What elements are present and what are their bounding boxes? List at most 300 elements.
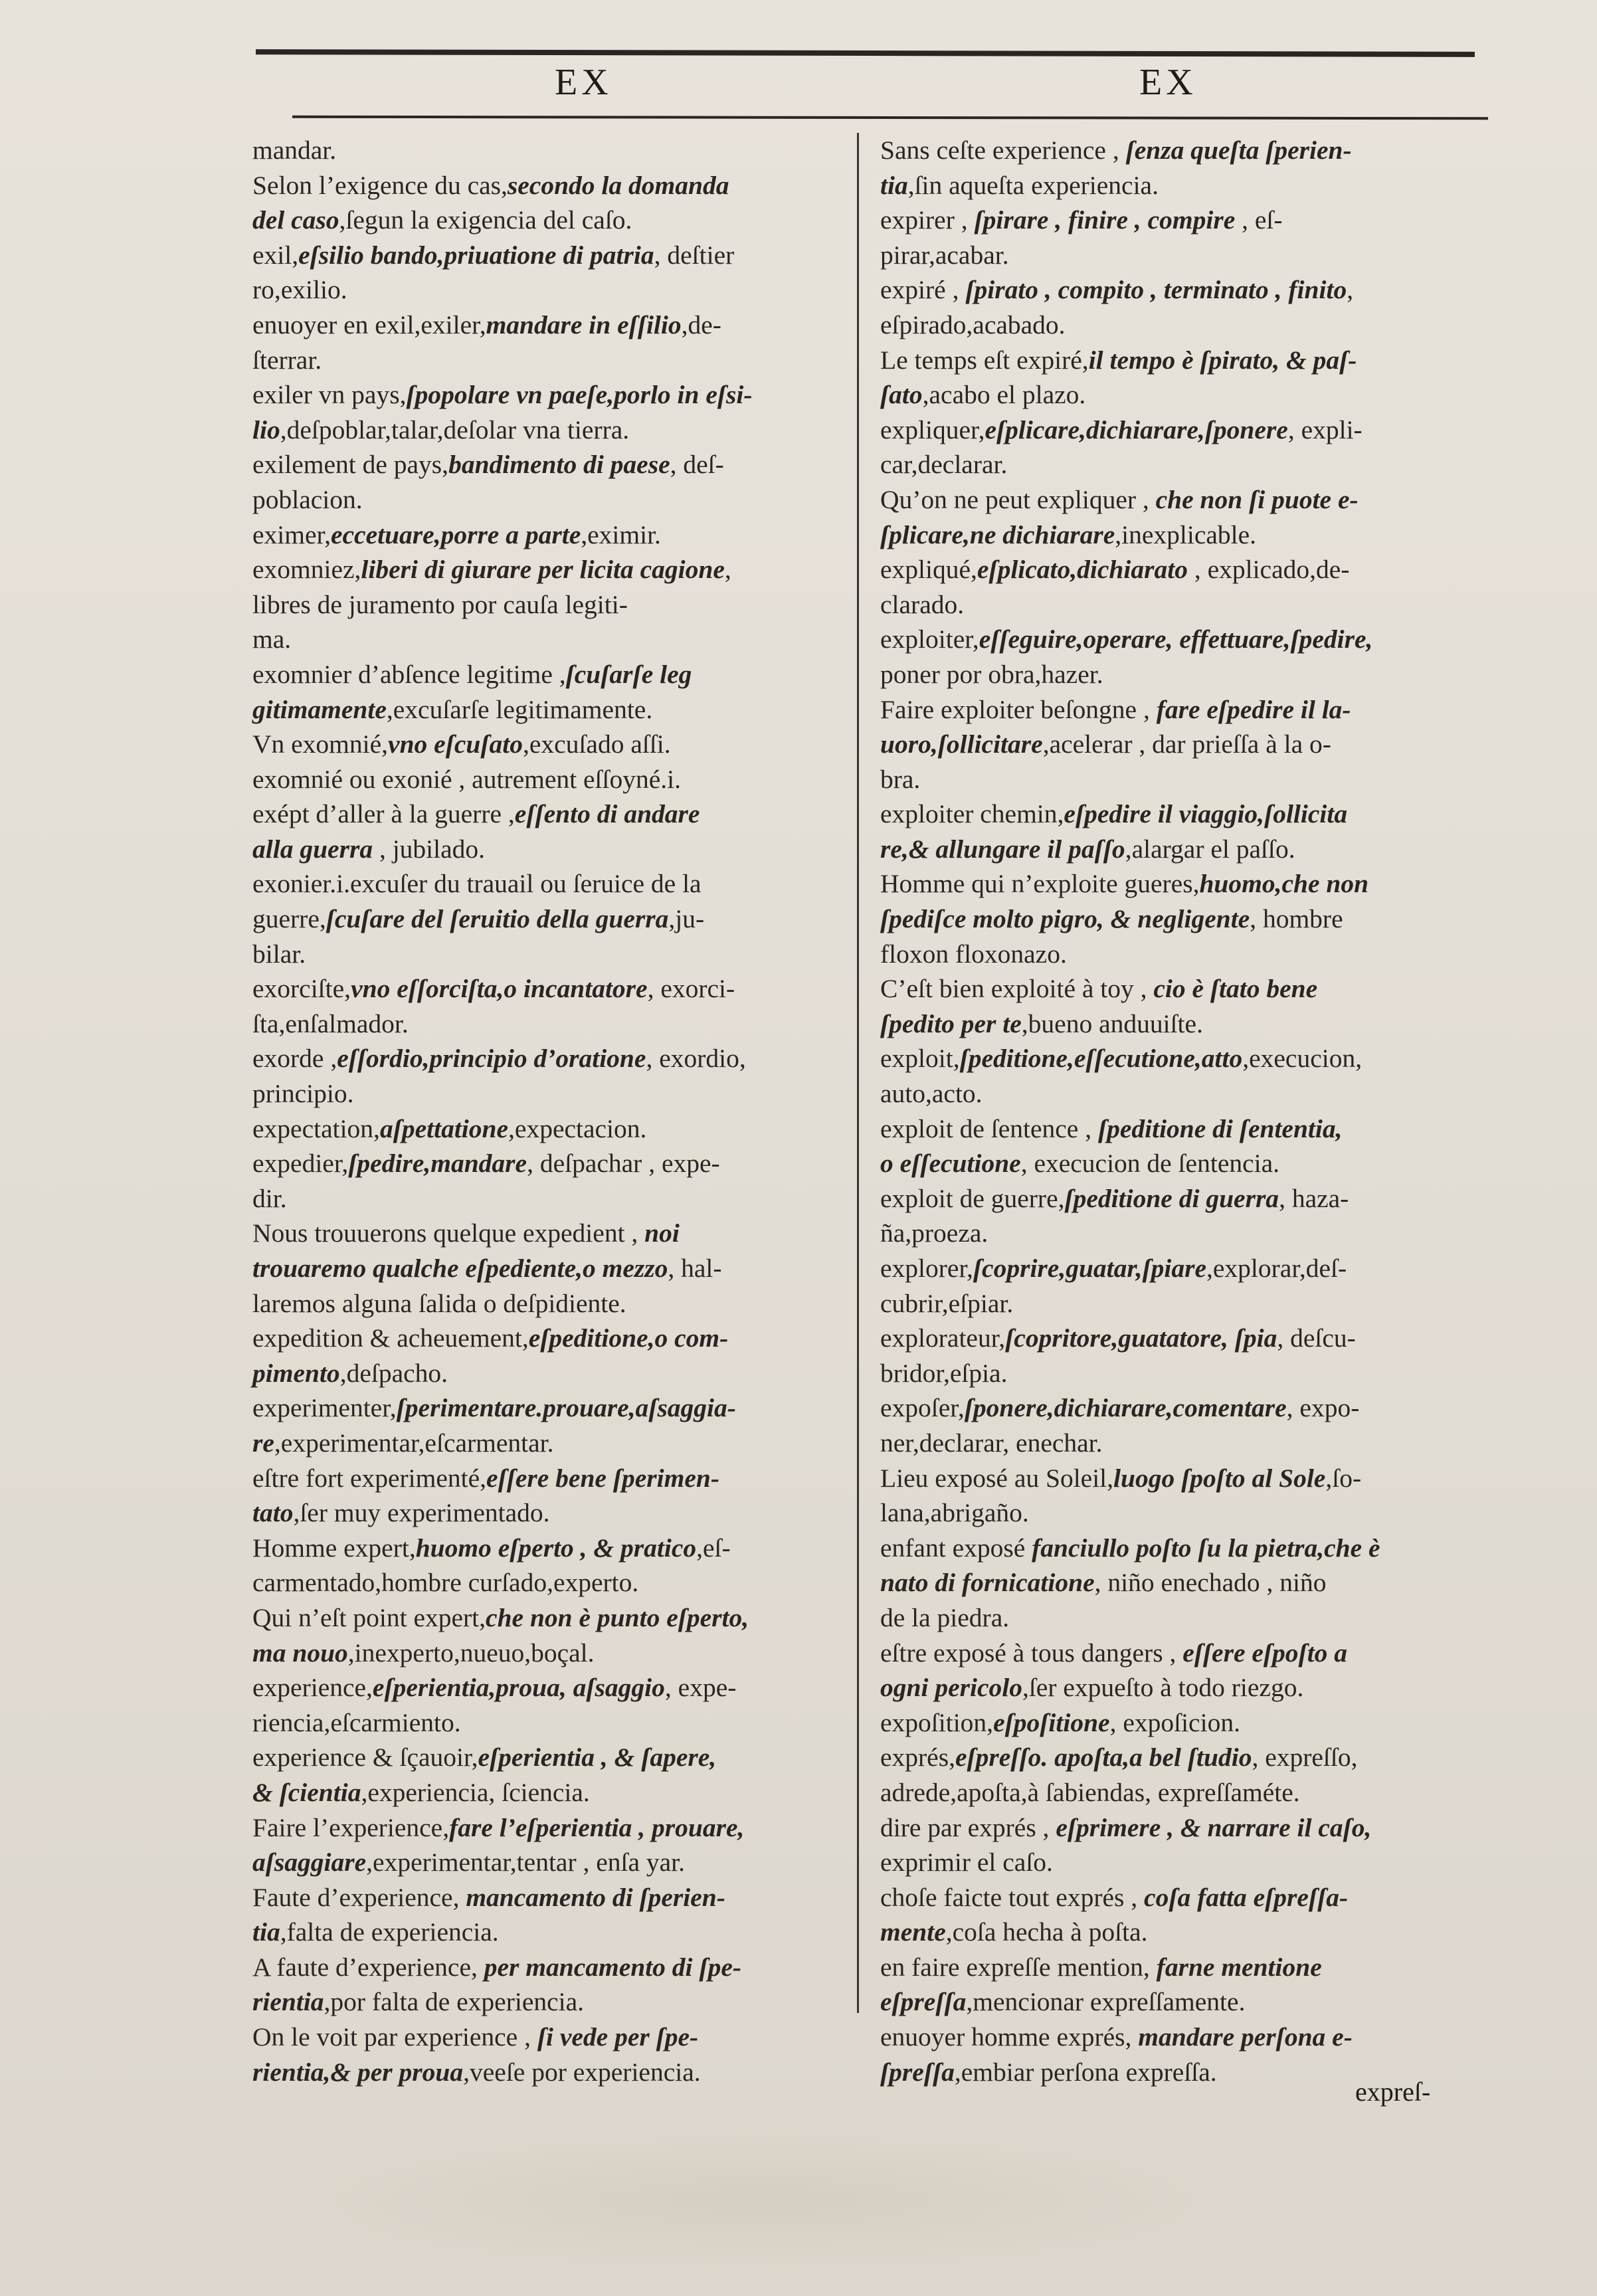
italian-gloss: mandare in eſſilio (486, 310, 682, 339)
running-head-left: EX (555, 62, 612, 103)
top-rule (256, 49, 1475, 57)
entry-text: expoſition, (880, 1707, 994, 1737)
left-column (252, 133, 837, 2089)
italian-gloss: rientia,& per proua (252, 2057, 464, 2087)
dictionary-line (252, 1810, 837, 1846)
entry-text: exépt d’aller à la guerre , (252, 799, 515, 829)
italian-gloss: ſpedito per te (880, 1008, 1022, 1038)
entry-text: floxon floxonazo. (880, 939, 1067, 969)
dictionary-line (880, 797, 1475, 832)
entry-text: guerre, (252, 904, 326, 934)
dictionary-line (252, 1146, 837, 1181)
italian-gloss: eſplicare,dichiarare,ſponere (985, 415, 1288, 444)
italian-gloss: cio è ſtato bene (1153, 974, 1318, 1004)
dictionary-line (880, 1740, 1475, 1775)
entry-text: , niño enechado , niño (1094, 1568, 1327, 1598)
italian-gloss: ſenza queſta ſperien- (1125, 136, 1352, 165)
dictionary-line (880, 1531, 1475, 1566)
italian-gloss: eſperientia,proua, aſsaggio (372, 1673, 665, 1703)
italian-gloss: eſſere bene ſperimen- (486, 1463, 719, 1493)
italian-gloss: eſſordio,principio d’oratione (337, 1044, 646, 1074)
entry-text: eſpirado,acabado. (880, 310, 1066, 339)
dictionary-line (880, 1950, 1475, 1985)
entry-text: poblacion. (252, 484, 363, 514)
entry-text: Faute d’experience, (252, 1882, 466, 1912)
dictionary-line (880, 238, 1475, 273)
entry-text: riencia,eſcarmiento. (252, 1707, 461, 1737)
entry-text: ma. (252, 624, 292, 654)
dictionary-line (880, 1076, 1475, 1111)
entry-text: ,de- (681, 310, 721, 339)
dictionary-line (252, 552, 837, 587)
entry-text: ,experiencia, ſciencia. (361, 1777, 590, 1807)
entry-text: ,execucion, (1242, 1044, 1362, 1074)
entry-text: exomniez, (252, 555, 361, 585)
italian-gloss: gitimamente (252, 694, 387, 724)
entry-text: , hal- (668, 1254, 722, 1283)
italian-gloss: ſpeditione di guerra (1064, 1183, 1279, 1213)
dictionary-line (880, 1321, 1475, 1356)
dictionary-line (252, 1531, 837, 1566)
entry-text: explorateur, (880, 1323, 1006, 1353)
dictionary-line (880, 1146, 1475, 1181)
entry-text: bridor,eſpia. (880, 1358, 1008, 1388)
italian-gloss: ſi vede per ſpe- (537, 2022, 699, 2052)
dictionary-line (252, 447, 837, 482)
italian-gloss: eſsilio bando,priuatione di patria (298, 240, 654, 270)
italian-gloss: tato (252, 1498, 294, 1528)
italian-gloss: ſpedire,mandare (348, 1149, 527, 1179)
entry-text: , eſ- (1235, 205, 1283, 235)
dictionary-line (880, 1390, 1475, 1426)
italian-gloss: del caso (252, 205, 339, 235)
entry-text: eximer, (252, 520, 331, 549)
dictionary-line (880, 308, 1475, 343)
entry-text: ,por falta de experiencia. (324, 1987, 585, 2017)
italian-gloss: bandimento di paese (448, 450, 670, 480)
italian-gloss: eſſento di andare (514, 799, 700, 829)
dictionary-line (880, 518, 1475, 553)
entry-text: exploit de ſentence , (880, 1113, 1098, 1143)
italian-gloss: vno eſſorciſta,o incantatore (351, 974, 648, 1004)
entry-text: , jubilado. (373, 834, 486, 864)
entry-text: exprimir el caſo. (880, 1848, 1053, 1877)
dictionary-line (252, 272, 837, 308)
entry-text: , hombre (1250, 904, 1343, 934)
italian-gloss: eſplicato,dichiarato (977, 555, 1188, 585)
entry-text: car,declarar. (880, 450, 1008, 480)
entry-text: , (1347, 275, 1354, 305)
entry-text: , expreſſo, (1252, 1743, 1358, 1772)
dictionary-line (252, 377, 837, 413)
dictionary-line (880, 1600, 1475, 1636)
italian-gloss: per mancamento di ſpe- (484, 1952, 742, 1982)
italian-gloss: fare eſpedire il la- (1156, 694, 1351, 724)
entry-text: Qu’on ne peut expliquer , (880, 484, 1156, 514)
entry-text: ,excuſado aſſi. (523, 729, 671, 759)
dictionary-line (880, 1041, 1475, 1076)
dictionary-line (880, 1565, 1475, 1600)
dictionary-line (252, 587, 837, 622)
entry-text: , expoſicion. (1109, 1707, 1240, 1737)
entry-text: Homme qui n’exploite gueres, (880, 869, 1200, 899)
dictionary-line (880, 1775, 1475, 1810)
entry-text: Nous trouuerons quelque expedient , (252, 1218, 645, 1248)
dictionary-line (252, 902, 837, 937)
dictionary-line (252, 1705, 837, 1741)
entry-text: exorde , (252, 1044, 337, 1074)
running-head-right: EX (1139, 62, 1197, 103)
dictionary-line (252, 727, 837, 762)
italian-gloss: ſpreſſa (880, 2057, 955, 2087)
dictionary-line (252, 1006, 837, 1042)
dictionary-line (880, 552, 1475, 587)
dictionary-line (252, 1740, 837, 1775)
italian-gloss: tia (252, 1917, 280, 1947)
dictionary-line (880, 168, 1475, 203)
entry-text: eſtre fort experimenté, (252, 1463, 487, 1493)
entry-text: Sans ceſte experience , (880, 136, 1126, 165)
dictionary-line (252, 657, 837, 692)
entry-text: ,experimentar,tentar , enſa yar. (366, 1848, 686, 1877)
italian-gloss: ſcuſare del ſeruitio della guerra (326, 904, 669, 934)
dictionary-line (252, 168, 837, 203)
dictionary-line (252, 1111, 837, 1147)
italian-gloss: mente (880, 1917, 946, 1947)
italian-gloss: che non è punto eſperto, (486, 1602, 749, 1632)
italian-gloss: ſato (880, 380, 923, 410)
entry-text: explorer, (880, 1254, 973, 1283)
entry-text: , explicado,de- (1187, 555, 1350, 585)
entry-text: cubrir,eſpiar. (880, 1288, 1014, 1318)
italian-gloss: noi (644, 1218, 680, 1248)
entry-text: , (724, 555, 731, 585)
dictionary-line (252, 1845, 837, 1880)
dictionary-line (880, 1670, 1475, 1705)
entry-text: experience & ſçauoir, (252, 1743, 478, 1772)
paper-stain (266, 2126, 1262, 2272)
italian-gloss: luogo ſpoſto al Sole (1113, 1463, 1326, 1493)
header-rule (292, 116, 1488, 120)
italian-gloss: ſponere,dichiarare,comentare (964, 1393, 1287, 1423)
italian-gloss: ſpediſce molto pigro, & negligente (880, 904, 1250, 934)
entry-text: ,eſ- (696, 1533, 731, 1563)
italian-gloss: rientia (252, 1987, 324, 2017)
italian-gloss: trouaremo qualche eſpediente,o mezzo (252, 1254, 668, 1283)
entry-text: ſterrar. (252, 345, 322, 375)
entry-text: ,inexplicable. (1115, 520, 1257, 549)
dictionary-line (252, 1356, 837, 1391)
entry-text: dire par exprés , (880, 1812, 1056, 1842)
entry-text: libres de juramento por cauſa legiti- (252, 589, 628, 619)
dictionary-line (880, 1286, 1475, 1321)
entry-text: ,embiar perſona expreſſa. (954, 2057, 1217, 2087)
dictionary-line (880, 2020, 1475, 2055)
entry-text: exploiter chemin, (880, 799, 1064, 829)
entry-text: dir. (252, 1183, 287, 1213)
entry-text: Faire exploiter beſongne , (880, 694, 1157, 724)
entry-text: laremos alguna ſalida o deſpidiente. (252, 1288, 626, 1318)
dictionary-line (252, 832, 837, 867)
dictionary-line (252, 413, 837, 448)
entry-text: en faire expreſſe mention, (880, 1952, 1157, 1982)
entry-text: principio. (252, 1079, 354, 1109)
dictionary-line (880, 377, 1475, 413)
italian-gloss: fanciullo poſto ſu la pietra,che è (1032, 1533, 1380, 1563)
italian-gloss: eſpeditione,o com- (528, 1323, 729, 1353)
dictionary-line (880, 1495, 1475, 1531)
dictionary-line (252, 866, 837, 902)
entry-text: ,ſegun la exigencia del caſo. (339, 205, 632, 235)
dictionary-line (880, 832, 1475, 867)
entry-text: choſe faicte tout exprés , (880, 1882, 1145, 1912)
dictionary-line (252, 1636, 837, 1671)
entry-text: ,falta de experiencia. (280, 1917, 499, 1947)
dictionary-line (252, 1041, 837, 1076)
entry-text: exploiter, (880, 624, 979, 654)
italian-gloss: eſſeguire,operare, effettuare,ſpedire, (979, 624, 1373, 654)
italian-gloss: tia (880, 170, 908, 200)
dictionary-line (252, 971, 837, 1006)
entry-text: exprés, (880, 1743, 955, 1772)
dictionary-line (252, 1670, 837, 1705)
italian-gloss: huomo eſperto , & pratico (415, 1533, 697, 1563)
dictionary-line (252, 1286, 837, 1321)
italian-gloss: ſcoprire,guatar,ſpiare (973, 1254, 1206, 1283)
italian-gloss: ogni pericolo (880, 1673, 1022, 1703)
dictionary-line (252, 1321, 837, 1356)
dictionary-line (880, 622, 1475, 657)
dictionary-line (880, 203, 1475, 238)
italian-gloss: ſcopritore,guatatore, ſpia (1005, 1323, 1277, 1353)
italian-gloss: eſperientia , & ſapere, (478, 1743, 717, 1772)
entry-text: ,deſpacho. (339, 1358, 448, 1388)
entry-text: Selon l’exigence du cas, (252, 170, 508, 200)
italian-gloss: re,& allungare il paſſo (880, 834, 1125, 864)
dictionary-line (880, 133, 1475, 168)
italian-gloss: ſpirare , finire , compire (974, 205, 1236, 235)
entry-text: exil, (252, 240, 299, 270)
dictionary-line (252, 762, 837, 797)
entry-text: exilement de pays, (252, 450, 449, 480)
italian-gloss: nato di fornicatione (880, 1568, 1095, 1598)
dictionary-line (880, 587, 1475, 622)
dictionary-line (880, 937, 1475, 972)
dictionary-line (880, 1636, 1475, 1671)
entry-text: , expe- (664, 1673, 737, 1703)
entry-text: ,eximir. (581, 520, 661, 549)
dictionary-line (252, 937, 837, 972)
italian-gloss: il tempo è ſpirato, & paſ- (1088, 345, 1357, 375)
italian-gloss: fare l’eſperientia , prouare, (449, 1812, 745, 1842)
dictionary-line (880, 1461, 1475, 1496)
entry-text: ,mencionar expreſſamente. (966, 1987, 1246, 2017)
entry-text: exploit de guerre, (880, 1183, 1065, 1213)
entry-text: experimenter, (252, 1393, 397, 1423)
entry-text: enuoyer en exil,exiler, (252, 310, 486, 339)
italian-gloss: eſpedire il viaggio,ſollicita (1064, 799, 1348, 829)
italian-gloss: eſprimere , & narrare il caſo, (1056, 1812, 1372, 1842)
entry-text: C’eſt bien exploité à toy , (880, 974, 1154, 1004)
entry-text: exomnier d’abſence legitime , (252, 659, 566, 689)
entry-text: ,ſo- (1325, 1463, 1362, 1493)
italian-gloss: ma nouo (252, 1638, 348, 1668)
entry-text: exiler vn pays, (252, 380, 407, 410)
dictionary-line (880, 447, 1475, 482)
dictionary-line (252, 797, 837, 832)
dictionary-line (880, 1006, 1475, 1042)
entry-text: Lieu exposé au Soleil, (880, 1463, 1114, 1493)
italian-gloss: liberi di giurare per licita cagione (361, 555, 725, 585)
entry-text: ,excuſarſe legitimamente. (386, 694, 653, 724)
entry-text: On le voit par experience , (252, 2022, 537, 2052)
italian-gloss: re (252, 1428, 274, 1458)
dictionary-line (252, 1880, 837, 1915)
entry-text: ,experimentar,eſcarmentar. (274, 1428, 554, 1458)
entry-text: enuoyer homme exprés, (880, 2022, 1139, 2052)
italian-gloss: lio (252, 415, 280, 444)
entry-text: de la piedra. (880, 1602, 1010, 1632)
dictionary-line (880, 762, 1475, 797)
entry-text: ,ſer muy experimentado. (293, 1498, 550, 1528)
dictionary-line (252, 1426, 837, 1461)
entry-text: , exordio, (646, 1044, 746, 1074)
dictionary-line (252, 2055, 837, 2090)
italian-gloss: o eſſecutione (880, 1149, 1021, 1179)
italian-gloss: eſpreſſa (880, 1987, 967, 2017)
dictionary-line (252, 1181, 837, 1216)
dictionary-line (880, 1705, 1475, 1741)
dictionary-line (880, 657, 1475, 692)
dictionary-line (880, 343, 1475, 378)
dictionary-line (252, 1775, 837, 1810)
entry-text: auto,acto. (880, 1079, 983, 1109)
entry-text: exorciſte, (252, 974, 351, 1004)
dictionary-line (880, 866, 1475, 902)
dictionary-line (252, 1915, 837, 1950)
entry-text: adrede,apoſta,à ſabiendas, expreſſaméte. (880, 1777, 1300, 1807)
dictionary-line (880, 1845, 1475, 1880)
italian-gloss: mandare perſona e- (1138, 2022, 1353, 2052)
entry-text: ,alargar el paſſo. (1125, 834, 1295, 864)
italian-gloss: eſpoſitione (993, 1707, 1110, 1737)
dictionary-line (252, 1216, 837, 1251)
entry-text: exomnié ou exonié , autrement eſſoyné.i. (252, 764, 681, 794)
italian-gloss: vno eſcuſato (388, 729, 523, 759)
entry-text: , exorci- (647, 974, 735, 1004)
entry-text: ,coſa hecha à poſta. (945, 1917, 1148, 1947)
italian-gloss: ſpeditione di ſententia, (1097, 1113, 1343, 1143)
dictionary-line (880, 1915, 1475, 1950)
dictionary-line (252, 692, 837, 727)
dictionary-line (252, 133, 837, 168)
dictionary-line (252, 1565, 837, 1600)
dictionary-line (880, 1810, 1475, 1846)
dictionary-line (252, 203, 837, 238)
entry-text: Vn exomnié, (252, 729, 389, 759)
entry-text: , deſtier (654, 240, 735, 270)
entry-text: eſtre exposé à tous dangers , (880, 1638, 1183, 1668)
entry-text: carmentado,hombre curſado,experto. (252, 1568, 639, 1598)
italian-gloss: ſpeditione,eſſecutione,atto (959, 1044, 1243, 1074)
entry-text: , deſcu- (1277, 1323, 1356, 1353)
dictionary-line (880, 1356, 1475, 1391)
entry-text: poner por obra,hazer. (880, 659, 1103, 689)
entry-text: ,ſin aqueſta experiencia. (907, 170, 1159, 200)
entry-text: experience, (252, 1673, 373, 1703)
dictionary-line (880, 1251, 1475, 1286)
dictionary-line (880, 1111, 1475, 1147)
dictionary-line (880, 1181, 1475, 1216)
entry-text: ,acelerar , dar prieſſa à la o- (1042, 729, 1331, 759)
entry-text: ,inexperto,nueuo,boçal. (347, 1638, 595, 1668)
entry-text: , expli- (1287, 415, 1362, 444)
italian-gloss: ſpirato , compito , terminato , finito (965, 275, 1347, 305)
dictionary-line (880, 413, 1475, 448)
dictionary-line (252, 2020, 837, 2055)
entry-text: , haza- (1279, 1183, 1349, 1213)
entry-text: expoſer, (880, 1393, 965, 1423)
dictionary-line (252, 1076, 837, 1111)
entry-text: expectation, (252, 1113, 380, 1143)
entry-text: bra. (880, 764, 921, 794)
entry-text: bilar. (252, 939, 306, 969)
entry-text: , execucion de ſentencia. (1020, 1149, 1280, 1179)
italian-gloss: aſpettatione (379, 1113, 509, 1143)
dictionary-line (880, 482, 1475, 518)
entry-text: ,expectacion. (508, 1113, 647, 1143)
entry-text: ner,declarar, enechar. (880, 1428, 1103, 1458)
entry-text: ,veeſe por experiencia. (463, 2057, 701, 2087)
entry-text: ro,exilio. (252, 275, 347, 305)
entry-text: lana,abrigaño. (880, 1498, 1029, 1528)
italian-gloss: eccetuare,porre a parte (330, 520, 581, 549)
dictionary-line (252, 482, 837, 518)
dictionary-line (880, 1426, 1475, 1461)
right-column (880, 133, 1475, 2089)
entry-text: Le temps eſt expiré, (880, 345, 1089, 375)
dictionary-line (252, 308, 837, 343)
dictionary-line (880, 1880, 1475, 1915)
dictionary-line (880, 1984, 1475, 2020)
italian-gloss: ſperimentare.prouare,aſsaggia- (396, 1393, 736, 1423)
dictionary-line (252, 343, 837, 378)
italian-gloss: che non ſi puote e- (1155, 484, 1359, 514)
dictionary-line (880, 1216, 1475, 1251)
dictionary-line (252, 1461, 837, 1496)
entry-text: ña,proeza. (880, 1218, 988, 1248)
entry-text: , deſpachar , expe- (527, 1149, 720, 1179)
entry-text: ,acabo el plazo. (922, 380, 1086, 410)
italian-gloss: coſa fatta eſpreſſa- (1144, 1882, 1349, 1912)
entry-text: expliquer, (880, 415, 985, 444)
entry-text: , expo- (1286, 1393, 1360, 1423)
entry-text: mandar. (252, 136, 337, 165)
dictionary-line (252, 1251, 837, 1286)
dictionary-line (252, 1495, 837, 1531)
entry-text: exonier.i.excuſer du trauail ou ſeruice de la (252, 869, 702, 899)
entry-text: expedier, (252, 1149, 349, 1179)
dictionary-line (252, 518, 837, 553)
italian-gloss: ſplicare,ne dichiarare (880, 520, 1115, 549)
italian-gloss: & ſcientia (252, 1777, 361, 1807)
dictionary-line (252, 238, 837, 273)
entry-text: exploit, (880, 1044, 960, 1074)
entry-text: ,explorar,deſ- (1206, 1254, 1347, 1283)
entry-text: enfant exposé (880, 1533, 1032, 1563)
italian-gloss: uoro,ſollicitare (880, 729, 1043, 759)
italian-gloss: eſpreſſo. apoſta,a bel ſtudio (955, 1743, 1252, 1772)
